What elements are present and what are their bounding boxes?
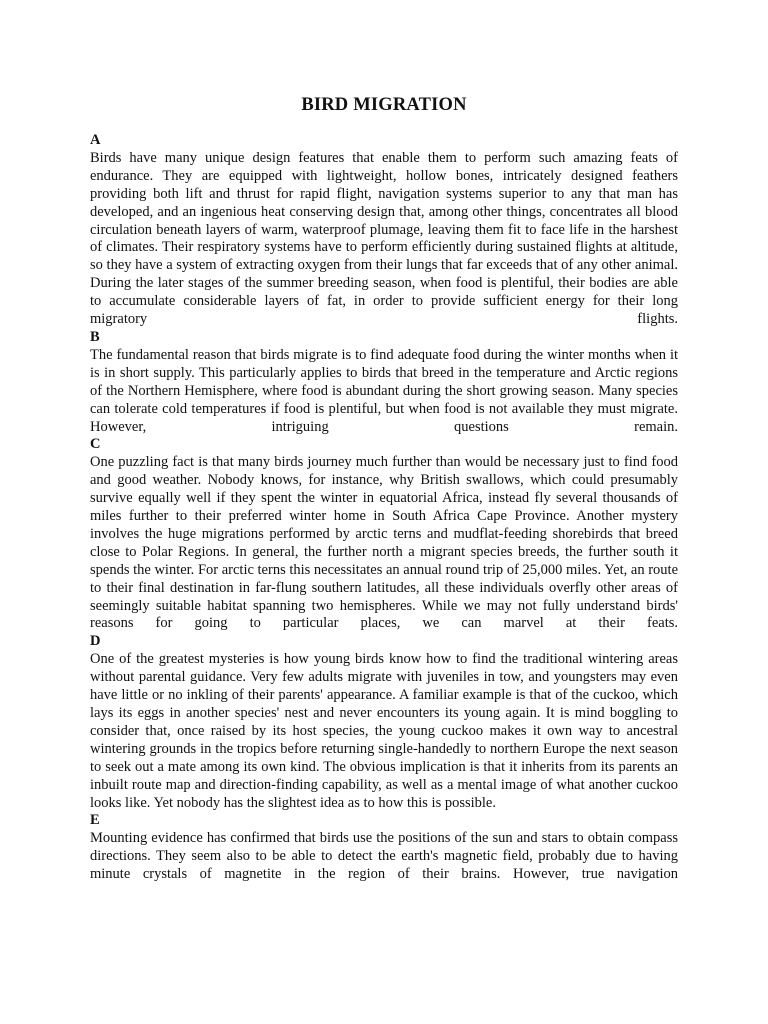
section-paragraph: Birds have many unique design features that enable them to perform such amazing feats of endurance. They are equipped with lightweight, hollow bones, intricately designed feathers providing both lift and thrust for rapid flight, navigation systems superior to any that man has developed, and an ingenious heat conserving design that, among other things, concentrates all blood circulation beneath layers of warm, waterproof plumage, leaving them fit to face life in the harshest of climates. Their respiratory systems have to perform efficiently during sustained flights at altitude, so they have a system of extracting oxygen from their lungs that far exceeds that of any other animal. During the later stages of the summer breeding season, when food is plentiful, their bodies are able to accumulate considerable layers of fat, in order to provide sufficient energy for their long migratory flights. bbox=[90, 149, 678, 328]
section-paragraph: One puzzling fact is that many birds journey much further than would be necessary just to find food and good weather. Nobody knows, for instance, why British swallows, which could presumably survive equally well if they spent the winter in equatorial Africa, instead fly several thousands of miles further to their preferred winter home in South Africa Cape Province. Another mystery involves the huge migrations performed by arctic terns and mudflat-feeding shorebirds that breed close to Polar Regions. In general, the further north a migrant species breeds, the further south it spends the winter. For arctic terns this necessitates an annual round trip of 25,000 miles. Yet, an route to their final destination in far-flung southern latitudes, all these individuals overfly other areas of seemingly suitable habitat spanning two hemispheres. While we may not fully understand birds' reasons for going to particular places, we can marvel at their feats. bbox=[90, 454, 678, 632]
section-letter: A bbox=[90, 132, 101, 148]
section-b bbox=[90, 329, 678, 436]
section-a bbox=[90, 132, 678, 329]
section-paragraph: The fundamental reason that birds migrate is to find adequate food during the winter months when it is in short supply. This particularly applies to birds that breed in the temperature and Arctic regions of the Northern Hemisphere, where food is abundant during the short growing season. Many species can tolerate cold temperatures if food is plentiful, but when food is not available they must migrate. However, intriguing questions remain. bbox=[90, 346, 678, 435]
section-c bbox=[90, 436, 678, 633]
section-letter: D bbox=[90, 633, 101, 650]
section-d bbox=[90, 633, 678, 812]
section-paragraph: Mounting evidence has confirmed that birds use the positions of the sun and stars to obtain compass directions. They seem also to be able to detect the earth's magnetic field, probably due to having minute crystals of magnetite in the region of their brains. However, true navigation bbox=[90, 830, 678, 883]
section-e bbox=[90, 812, 678, 884]
section-letter: E bbox=[90, 812, 100, 829]
section-paragraph: One of the greatest mysteries is how young birds know how to find the traditional wintering areas without parental guidance. Very few adults migrate with juveniles in tow, and youngsters may even have little or no inkling of their parents' appearance. A familiar example is that of the cuckoo, which lays its eggs in another species' nest and never encounters its young again. It is mind boggling to consider that, once raised by its host species, the young cuckoo makes it own way to ancestral wintering grounds in the tropics before returning single-handedly to northern Europe the next season to seek out a mate among its own kind. The obvious implication is that it inherits from its parents an inbuilt route map and direction-finding capability, as well as a mental image of what another cuckoo looks like. Yet nobody has the slightest idea as to how this is possible. bbox=[90, 651, 678, 811]
section-letter: C bbox=[90, 436, 101, 453]
section-letter: B bbox=[90, 328, 100, 345]
document-title: BIRD MIGRATION bbox=[301, 95, 467, 115]
